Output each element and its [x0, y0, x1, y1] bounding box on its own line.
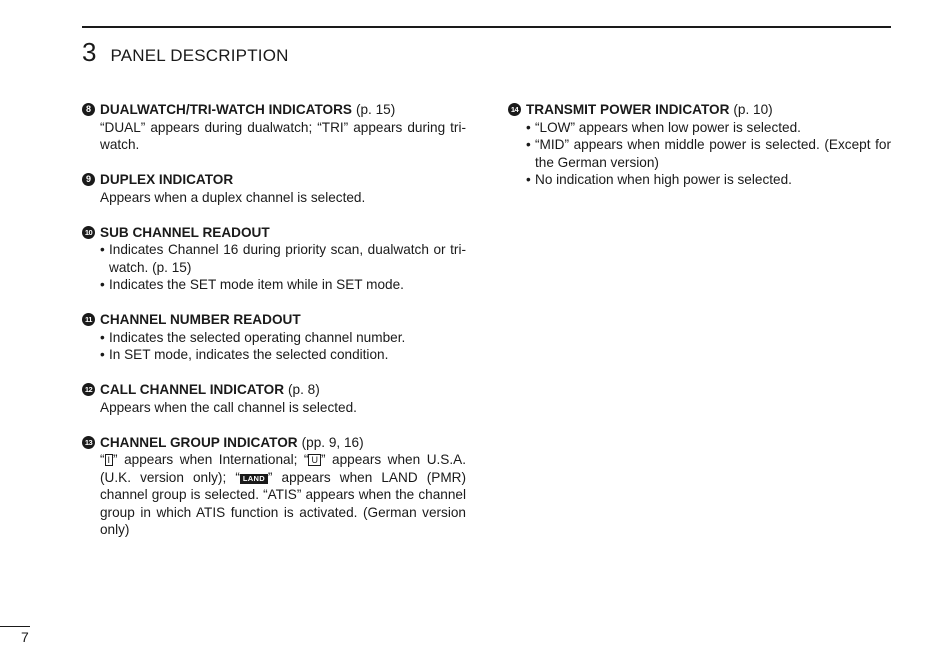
- bullet-text: Indicates the SET mode item while in SET mode.: [109, 277, 404, 292]
- item-number-badge: 13: [82, 436, 95, 449]
- section-title: SUB CHANNEL READOUT: [100, 224, 270, 240]
- bullet-text: Indicates the selected operating channel number.: [109, 329, 406, 345]
- international-channel-icon: I: [105, 454, 114, 466]
- bullet-dot: •: [526, 119, 531, 135]
- page-reference: (p. 10): [733, 102, 773, 117]
- bullet-item: [82, 346, 466, 364]
- section-transmit-power-indicator: [508, 101, 891, 189]
- section-title: CHANNEL GROUP INDICATOR: [100, 434, 298, 450]
- land-channel-icon: LAND: [240, 474, 268, 484]
- bullet-dot: •: [526, 137, 531, 152]
- section-dualwatch-indicators: [82, 101, 466, 154]
- bullet-dot: •: [100, 277, 105, 292]
- section-channel-group-indicator: [82, 434, 466, 539]
- bullet-item: [82, 241, 466, 276]
- section-title: DUPLEX INDICATOR: [100, 172, 234, 187]
- page-reference: (p. 8): [288, 382, 320, 397]
- section-channel-number-readout: [82, 311, 466, 364]
- bullet-text: In SET mode, indicates the selected condition.: [109, 347, 389, 362]
- usa-channel-icon: U: [308, 454, 321, 466]
- item-number-badge: 14: [508, 103, 521, 116]
- page-number: 7: [21, 629, 29, 645]
- section-body: Appears when the call channel is selected.: [100, 399, 357, 415]
- bullet-dot: •: [100, 329, 105, 345]
- item-number-badge: 10: [82, 226, 95, 239]
- bullet-item: [508, 171, 891, 189]
- chapter-number: 3: [82, 37, 97, 67]
- item-number-badge: 12: [82, 383, 95, 396]
- bullet-text: No indication when high power is selected.: [535, 172, 792, 187]
- item-number-badge: 9: [82, 173, 95, 186]
- left-column: [82, 101, 466, 556]
- item-number-badge: 11: [82, 313, 95, 326]
- bullet-item: [508, 136, 891, 171]
- bullet-item: [508, 119, 891, 137]
- section-body: Appears when a duplex channel is selected.: [100, 189, 366, 205]
- bullet-text: “LOW” appears when low power is selected.: [535, 119, 801, 135]
- section-sub-channel-readout: [82, 224, 466, 294]
- section-call-channel-indicator: [82, 381, 466, 416]
- bullet-item: [82, 329, 466, 347]
- bullet-dot: •: [100, 242, 105, 257]
- bullet-dot: •: [100, 347, 105, 362]
- bullet-item: [82, 276, 466, 294]
- bullet-dot: •: [526, 172, 531, 187]
- section-body: “DUAL” appears during dualwatch; “TRI” appears during tri-watch.: [100, 119, 466, 152]
- bullet-text: Indicates Channel 16 during priority scan, dualwatch or tri-watch. (p. 15): [109, 242, 466, 275]
- section-title: TRANSMIT POWER INDICATOR: [526, 102, 730, 117]
- bullet-text: “MID” appears when middle power is selected. (Except for the German version): [535, 137, 891, 170]
- page-reference: (p. 15): [355, 102, 396, 117]
- top-rule: [82, 26, 891, 28]
- item-number-badge: 8: [82, 103, 95, 116]
- section-title: CALL CHANNEL INDICATOR: [100, 382, 285, 397]
- section-title: CHANNEL NUMBER READOUT: [100, 312, 301, 327]
- page-header: [82, 35, 289, 69]
- chapter-title: PANEL DESCRIPTION: [110, 46, 289, 65]
- page-reference: (pp. 9, 16): [301, 434, 364, 450]
- section-body: “ I ” appears when International; “ U ” appears when U.S.A. (U.K. version only); “ LAND ” appears when LAND (PMR) channel group is selected. “ATIS” appears when the channel group in which ATIS function is activated. (German version only): [100, 452, 466, 537]
- footer-rule: [0, 626, 30, 627]
- section-title: DUALWATCH/TRI-WATCH INDICATORS: [100, 102, 352, 117]
- section-duplex-indicator: [82, 171, 466, 206]
- right-column: [508, 101, 891, 206]
